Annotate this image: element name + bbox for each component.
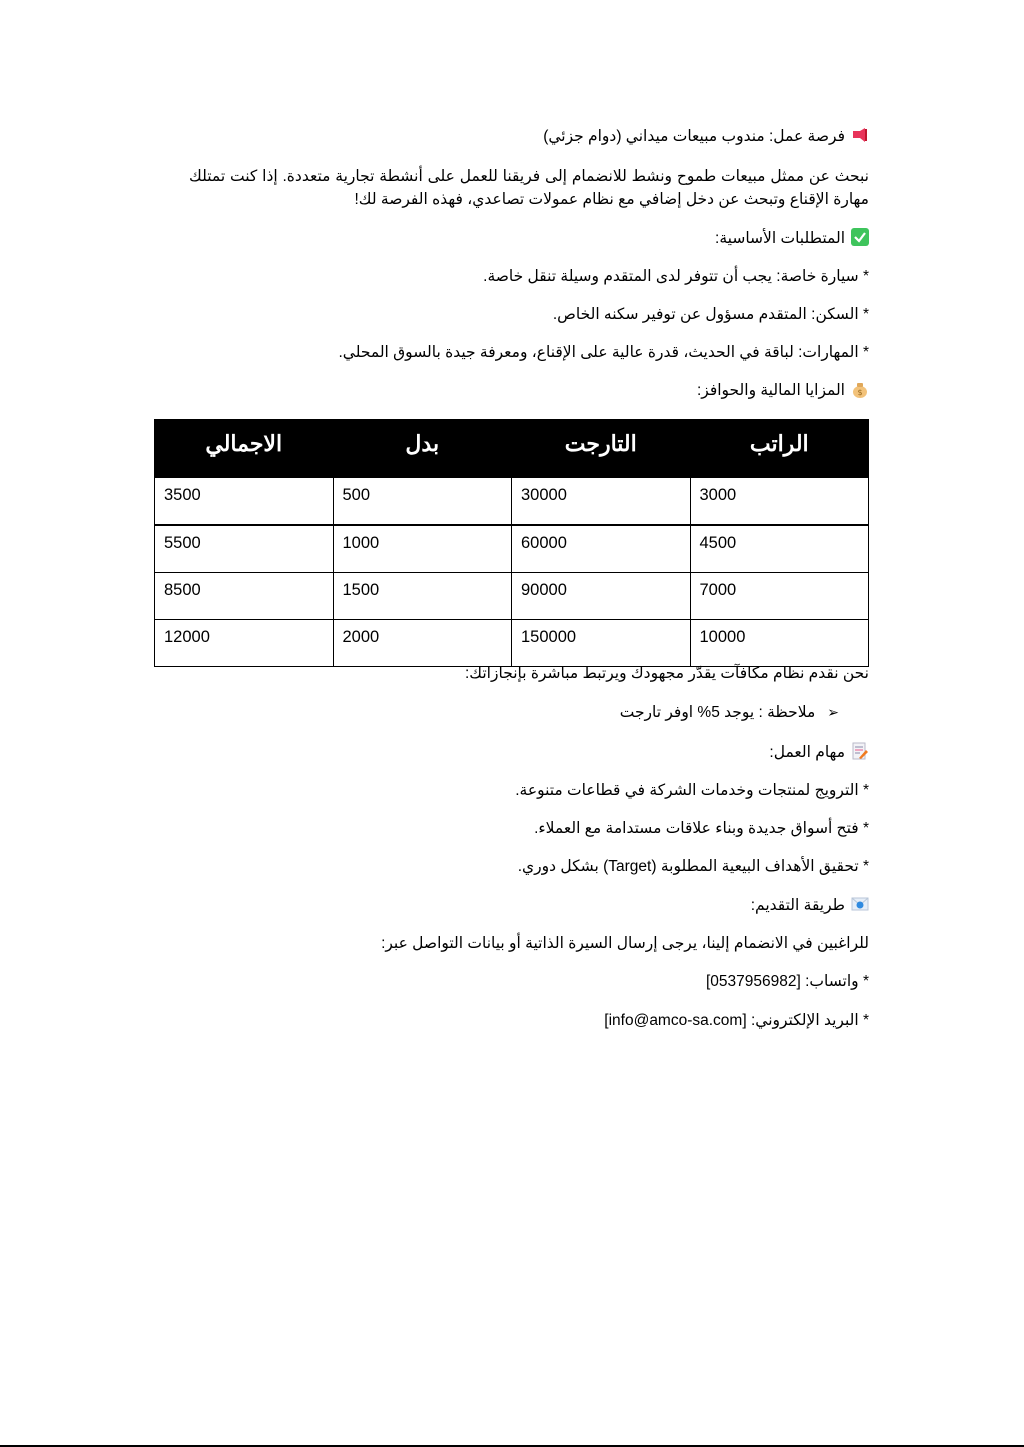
job-title <box>543 126 869 148</box>
cell-total: 5500 <box>155 525 334 573</box>
cell-allowance: 2000 <box>333 620 512 667</box>
cell-target: 60000 <box>512 525 691 573</box>
header-target: التارجت <box>512 420 691 478</box>
money-bag-icon <box>851 380 869 398</box>
cell-target: 150000 <box>512 620 691 667</box>
rewards-text: نحن نقدم نظام مكافآت يقدّر مجهودك ويرتبط مباشرة بإنجازاتك: <box>465 665 869 682</box>
whatsapp-label: * واتساب: <box>800 973 869 990</box>
whatsapp-number: [0537956982] <box>705 973 801 990</box>
table-row <box>155 478 869 526</box>
tasks-heading-text: مهام العمل: <box>769 744 845 761</box>
table-row <box>155 620 869 667</box>
cell-allowance: 1500 <box>333 573 512 620</box>
header-total: الاجمالي <box>155 420 334 478</box>
cell-target: 90000 <box>512 573 691 620</box>
requirements-heading-text: المتطلبات الأساسية: <box>715 230 845 247</box>
note <box>620 701 839 724</box>
cell-total: 8500 <box>155 573 334 620</box>
apply-text: للراغبين في الانضمام إلينا، يرجى إرسال السيرة الذاتية أو بيانات التواصل عبر: <box>381 935 869 952</box>
cell-salary: 4500 <box>690 525 869 573</box>
check-mark-icon <box>851 228 869 246</box>
benefits-heading <box>697 380 869 402</box>
cell-allowance: 500 <box>333 478 512 526</box>
requirement-item: * السكن: المتقدم مسؤول عن توفير سكنه الخاص. <box>552 306 869 323</box>
megaphone-icon <box>851 126 869 144</box>
note-text: ملاحظة : يوجد 5% اوفر تارجت <box>619 704 816 721</box>
table-row <box>155 525 869 573</box>
cell-target: 30000 <box>512 478 691 526</box>
cell-salary: 10000 <box>690 620 869 667</box>
apply-heading-text: طريقة التقديم: <box>750 897 845 914</box>
cell-total: 12000 <box>155 620 334 667</box>
cell-salary: 3000 <box>690 478 869 526</box>
table-row <box>155 573 869 620</box>
benefits-heading-text: المزايا المالية والحوافز: <box>696 382 845 399</box>
memo-icon <box>851 742 869 760</box>
requirements-heading <box>715 228 869 250</box>
svg-text:$: $ <box>857 388 863 397</box>
cell-salary: 7000 <box>690 573 869 620</box>
email-label: * البريد الإلكتروني: <box>746 1012 869 1029</box>
header-allowance: بدل <box>333 420 512 478</box>
requirement-item: * المهارات: لباقة في الحديث، قدرة عالية على الإقناع، ومعرفة جيدة بالسوق المحلي. <box>338 344 869 361</box>
arrow-bullet-icon: ➢ <box>827 704 839 720</box>
job-title-text: فرصة عمل: مندوب مبيعات ميداني (دوام جزئي) <box>543 128 845 145</box>
cell-allowance: 1000 <box>333 525 512 573</box>
whatsapp-line <box>706 971 869 993</box>
cell-total: 3500 <box>155 478 334 526</box>
tasks-heading <box>769 742 869 764</box>
apply-heading <box>751 895 869 917</box>
salary-table <box>154 419 869 667</box>
intro-paragraph: نبحث عن ممثل مبيعات طموح ونشط للانضمام إلى فريقنا للعمل على أنشطة تجارية متعددة. إذا كنت تمتلك مهارة الإقناع وتبحث عن دخل إضافي مع نظام عمولات تصاعدي، فهذه الفرصة لك! <box>189 168 869 208</box>
envelope-icon <box>851 895 869 913</box>
header-salary: الراتب <box>690 420 869 478</box>
task-item: * تحقيق الأهداف البيعية المطلوبة (Target) بشكل دوري. <box>517 858 869 875</box>
email-line <box>604 1010 869 1032</box>
task-item: * فتح أسواق جديدة وبناء علاقات مستدامة مع العملاء. <box>534 820 869 837</box>
task-item: * الترويج لمنتجات وخدمات الشركة في قطاعات متنوعة. <box>515 782 869 799</box>
table-header-row <box>155 420 869 478</box>
email-address: [info@amco-sa.com] <box>604 1012 747 1029</box>
requirement-item: * سيارة خاصة: يجب أن تتوفر لدى المتقدم وسيلة تنقل خاصة. <box>483 268 869 285</box>
